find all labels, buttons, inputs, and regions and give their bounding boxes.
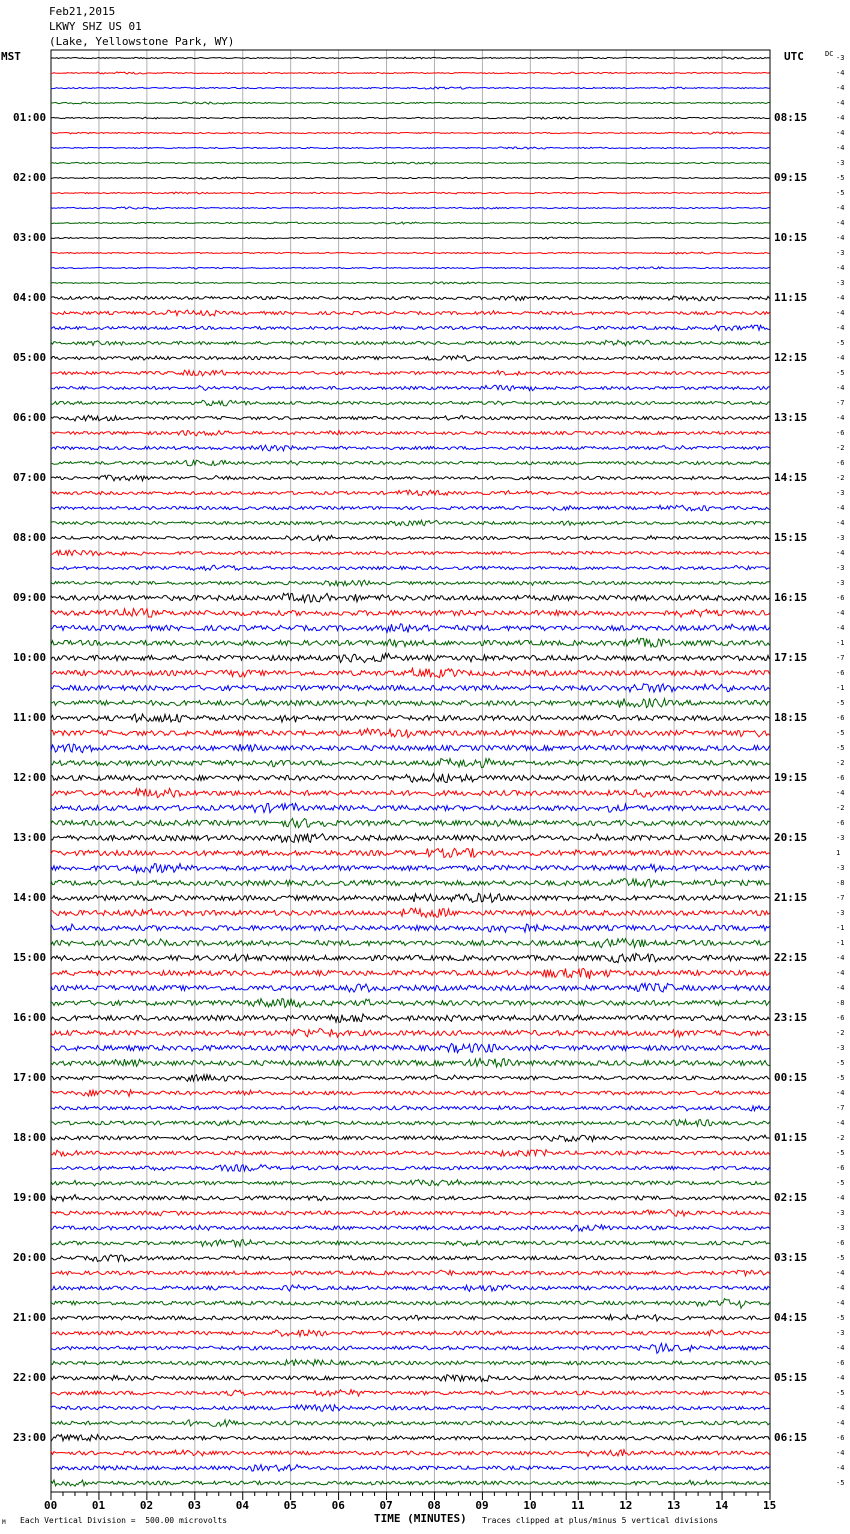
hour-label-left: 06:00 <box>13 411 47 424</box>
seismic-trace <box>51 1270 770 1276</box>
seismic-trace <box>51 207 770 209</box>
trace-offset-label: -6 <box>836 1164 845 1172</box>
trace-offset-label: -4 <box>836 324 845 332</box>
seismic-trace <box>51 370 770 376</box>
trace-offset-label: -6 <box>836 459 845 467</box>
seismic-trace <box>51 1225 770 1232</box>
seismic-trace <box>51 744 770 753</box>
trace-offset-label: -3 <box>836 249 845 257</box>
trace-offset-label: -3 <box>836 834 845 842</box>
trace-offset-label: -4 <box>836 954 845 962</box>
scale-note: Each Vertical Division = 500.00 microvolts <box>20 1516 228 1525</box>
trace-offset-label: -5 <box>836 729 845 737</box>
trace-offset-label: -8 <box>836 999 845 1007</box>
hour-label-left: 05:00 <box>13 351 47 364</box>
trace-offset-label: 1 <box>836 849 841 857</box>
trace-offset-label: -5 <box>836 1149 845 1157</box>
seismic-trace <box>51 1090 770 1096</box>
seismic-trace <box>51 1299 770 1309</box>
hour-label-right: 20:15 <box>774 831 808 844</box>
trace-offset-label: -4 <box>836 294 845 302</box>
trace-offset-label: -4 <box>836 1404 845 1412</box>
seismic-trace <box>51 1195 770 1202</box>
hour-label-right: 01:15 <box>774 1131 808 1144</box>
x-tick-label: 14 <box>715 1499 729 1512</box>
hour-label-right: 06:15 <box>774 1431 808 1444</box>
seismic-trace <box>51 983 770 992</box>
trace-offset-label: -4 <box>836 549 845 557</box>
trace-offset-label: -3 <box>836 1224 845 1232</box>
hour-label-right: 08:15 <box>774 111 808 124</box>
seismic-trace <box>51 953 770 962</box>
trace-offset-label: -4 <box>836 609 845 617</box>
trace-offset-label: -6 <box>836 1434 845 1442</box>
hour-label-right: 09:15 <box>774 171 808 184</box>
trace-offset-label: -4 <box>836 354 845 362</box>
hour-label-right: 11:15 <box>774 291 808 304</box>
trace-offset-label: -4 <box>836 1119 845 1127</box>
trace-offset-label: -4 <box>836 1269 845 1277</box>
hour-label-right: 04:15 <box>774 1311 808 1324</box>
x-tick-label: 08 <box>427 1499 441 1512</box>
trace-offset-label: -5 <box>836 1389 845 1397</box>
trace-offset-label: -4 <box>836 384 845 392</box>
trace-offset-label: -8 <box>836 879 845 887</box>
seismic-trace <box>51 1150 770 1157</box>
seismic-trace <box>51 1480 770 1486</box>
x-tick-label: 03 <box>187 1499 202 1512</box>
trace-offset-label: -3 <box>836 534 845 542</box>
station-name: LKWY SHZ US 01 <box>49 20 142 33</box>
x-axis-title: TIME (MINUTES) <box>374 1512 467 1525</box>
left-timezone: MST <box>1 50 21 63</box>
hour-label-left: 10:00 <box>13 651 47 664</box>
seismic-trace <box>51 87 770 89</box>
trace-offset-label: -1 <box>836 924 845 932</box>
trace-offset-label: -5 <box>836 1059 845 1067</box>
seismic-trace <box>51 355 770 361</box>
hour-label-left: 23:00 <box>13 1431 47 1444</box>
hour-label-right: 14:15 <box>774 471 808 484</box>
x-tick-label: 05 <box>283 1499 297 1512</box>
hour-label-left: 12:00 <box>13 771 47 784</box>
hour-label-right: 15:15 <box>774 531 808 544</box>
trace-offset-label: -1 <box>836 939 845 947</box>
seismic-trace <box>51 1044 770 1053</box>
trace-offset-label: -7 <box>836 654 845 662</box>
hour-label-right: 13:15 <box>774 411 808 424</box>
trace-offset-label: -2 <box>836 804 845 812</box>
trace-offset-label: -6 <box>836 1239 845 1247</box>
x-tick-label: 07 <box>379 1499 393 1512</box>
seismic-trace <box>51 968 770 979</box>
trace-offset-label: -3 <box>836 159 845 167</box>
trace-offset-label: -3 <box>836 1329 845 1337</box>
trace-offset-label: -6 <box>836 1359 845 1367</box>
seismic-trace <box>51 1285 770 1291</box>
hour-label-left: 11:00 <box>13 711 47 724</box>
trace-offset-label: -1 <box>836 639 845 647</box>
trace-offset-label: -4 <box>836 1344 845 1352</box>
trace-offset-label: -2 <box>836 444 845 452</box>
seismic-trace <box>51 1450 770 1457</box>
trace-offset-label: -4 <box>836 789 845 797</box>
seismic-trace <box>51 759 770 768</box>
corner-mark: M <box>2 1519 6 1526</box>
seismic-trace <box>51 1390 770 1396</box>
hour-label-right: 03:15 <box>774 1251 808 1264</box>
trace-offset-label: -6 <box>836 429 845 437</box>
trace-offset-label: -3 <box>836 564 845 572</box>
seismic-trace <box>51 1343 770 1353</box>
hour-label-left: 21:00 <box>13 1311 47 1324</box>
hour-label-left: 18:00 <box>13 1131 47 1144</box>
trace-offset-label: -4 <box>836 1449 845 1457</box>
hour-label-left: 02:00 <box>13 171 47 184</box>
seismic-trace <box>51 57 770 59</box>
trace-offset-label: -5 <box>836 1074 845 1082</box>
seismic-trace <box>51 550 770 555</box>
hour-label-right: 10:15 <box>774 231 808 244</box>
seismic-trace <box>51 908 770 917</box>
plot-frame <box>51 50 770 1492</box>
trace-offset-label: -7 <box>836 894 845 902</box>
clip-note: Traces clipped at plus/minus 5 vertical divisions <box>482 1516 719 1525</box>
trace-offset-label: -6 <box>836 1014 845 1022</box>
seismic-trace <box>51 1135 770 1141</box>
trace-offset-label: -4 <box>836 519 845 527</box>
trace-offset-label: -4 <box>836 1089 845 1097</box>
hour-label-left: 03:00 <box>13 231 47 244</box>
seismic-trace <box>51 924 770 932</box>
seismic-trace <box>51 565 770 570</box>
trace-offset-label: -7 <box>836 399 845 407</box>
hour-label-right: 16:15 <box>774 591 808 604</box>
seismic-trace <box>51 1029 770 1038</box>
seismic-trace <box>51 162 770 164</box>
seismic-trace <box>51 1106 770 1111</box>
right-timezone: UTC <box>784 50 804 63</box>
trace-offset-label: -6 <box>836 714 845 722</box>
trace-offset-label: -3 <box>836 279 845 287</box>
trace-offset-label: -4 <box>836 99 845 107</box>
hour-label-right: 12:15 <box>774 351 808 364</box>
hour-label-left: 01:00 <box>13 111 47 124</box>
seismic-trace <box>51 1210 770 1217</box>
seismic-trace <box>51 609 770 618</box>
seismic-trace <box>51 848 770 857</box>
trace-offset-label: -3 <box>836 54 845 62</box>
plot-date: Feb21,2015 <box>49 5 116 18</box>
seismic-trace <box>51 400 770 406</box>
seismic-trace <box>51 505 770 511</box>
trace-offset-label: -4 <box>836 309 845 317</box>
seismic-trace <box>51 415 770 421</box>
seismic-trace <box>51 1315 770 1321</box>
trace-offset-label: -4 <box>836 129 845 137</box>
trace-offset-label: -4 <box>836 414 845 422</box>
seismic-trace <box>51 1240 770 1247</box>
trace-offset-label: -4 <box>836 84 845 92</box>
seismic-trace <box>51 1360 770 1366</box>
trace-offset-label: -5 <box>836 369 845 377</box>
trace-offset-label: -5 <box>836 339 845 347</box>
hour-label-right: 17:15 <box>774 651 808 664</box>
seismic-trace <box>51 177 770 179</box>
trace-offset-label: -5 <box>836 1179 845 1187</box>
hour-label-left: 17:00 <box>13 1071 47 1084</box>
trace-offset-label: -2 <box>836 1029 845 1037</box>
seismic-trace <box>51 668 770 677</box>
trace-offset-label: -6 <box>836 669 845 677</box>
seismic-trace <box>51 1058 770 1067</box>
seismic-trace <box>51 788 770 797</box>
trace-offset-label: -6 <box>836 774 845 782</box>
trace-offset-label: -6 <box>836 819 845 827</box>
seismic-trace <box>51 72 770 74</box>
trace-offset-label: -4 <box>836 1419 845 1427</box>
seismic-trace <box>51 803 770 812</box>
seismic-trace <box>51 535 770 540</box>
seismic-trace <box>51 117 770 119</box>
hour-label-right: 21:15 <box>774 891 808 904</box>
seismic-trace <box>51 310 770 316</box>
seismic-trace <box>51 1420 770 1427</box>
seismic-trace <box>51 818 770 827</box>
trace-offset-label: -3 <box>836 579 845 587</box>
hour-label-right: 02:15 <box>774 1191 808 1204</box>
hour-label-left: 15:00 <box>13 951 47 964</box>
x-tick-label: 01 <box>91 1499 106 1512</box>
seismic-trace <box>51 520 770 526</box>
seismic-trace <box>51 1075 770 1082</box>
seismic-trace <box>51 192 770 194</box>
seismic-trace <box>51 684 770 693</box>
x-tick-label: 12 <box>619 1499 633 1512</box>
trace-offset-label: -4 <box>836 1194 845 1202</box>
trace-offset-label: -2 <box>836 759 845 767</box>
seismic-trace <box>51 1465 770 1472</box>
trace-offset-label: -5 <box>836 1314 845 1322</box>
seismic-trace <box>51 1120 770 1126</box>
trace-offset-label: -4 <box>836 969 845 977</box>
hour-label-right: 19:15 <box>774 771 808 784</box>
x-tick-label: 10 <box>523 1499 537 1512</box>
seismic-trace <box>51 1165 770 1172</box>
station-location: (Lake, Yellowstone Park, WY) <box>49 35 235 48</box>
trace-offset-label: -4 <box>836 219 845 227</box>
trace-offset-label: -4 <box>836 234 845 242</box>
trace-offset-label: -4 <box>836 984 845 992</box>
trace-offset-label: -5 <box>836 174 845 182</box>
trace-offset-label: -4 <box>836 1374 845 1382</box>
trace-offset-label: -6 <box>836 594 845 602</box>
hour-label-left: 13:00 <box>13 831 47 844</box>
trace-offset-label: -4 <box>836 114 845 122</box>
seismic-trace <box>51 774 770 783</box>
trace-offset-label: -4 <box>836 264 845 272</box>
hour-label-right: 22:15 <box>774 951 808 964</box>
seismic-trace <box>51 237 770 239</box>
trace-offset-label: -5 <box>836 1479 845 1487</box>
seismic-trace <box>51 624 770 633</box>
trace-offset-label: -4 <box>836 69 845 77</box>
seismic-trace <box>51 1014 770 1022</box>
hour-label-left: 14:00 <box>13 891 47 904</box>
seismic-trace <box>51 282 770 284</box>
trace-offset-label: -4 <box>836 1284 845 1292</box>
trace-offset-label: -4 <box>836 144 845 152</box>
seismic-trace <box>51 147 770 149</box>
trace-offset-label: -3 <box>836 489 845 497</box>
trace-offset-label: -5 <box>836 1254 845 1262</box>
trace-offset-label: -3 <box>836 1044 845 1052</box>
hour-label-left: 19:00 <box>13 1191 47 1204</box>
seismic-trace <box>51 593 770 602</box>
seismic-trace <box>51 222 770 224</box>
seismic-trace <box>51 267 770 269</box>
x-tick-label: 09 <box>475 1499 489 1512</box>
x-tick-label: 04 <box>235 1499 249 1512</box>
trace-offset-label: -4 <box>836 204 845 212</box>
seismic-trace <box>51 999 770 1008</box>
seismic-trace <box>51 638 770 647</box>
trace-offset-label: -3 <box>836 909 845 917</box>
seismic-trace <box>51 893 770 902</box>
trace-offset-label: -5 <box>836 744 845 752</box>
trace-offset-label: -2 <box>836 1134 845 1142</box>
hour-label-right: 18:15 <box>774 711 808 724</box>
seismic-trace <box>51 714 770 722</box>
x-tick-label: 02 <box>139 1499 154 1512</box>
seismic-trace <box>51 252 770 254</box>
seismic-trace <box>51 460 770 466</box>
seismic-trace <box>51 296 770 301</box>
trace-offset-label: -3 <box>836 1209 845 1217</box>
seismic-trace <box>51 729 770 738</box>
dc-label: DC <box>825 50 834 58</box>
seismic-trace <box>51 698 770 707</box>
seismic-trace <box>51 580 770 586</box>
seismic-trace <box>51 1375 770 1382</box>
seismic-trace <box>51 132 770 134</box>
x-tick-label: 11 <box>571 1499 585 1512</box>
seismic-trace <box>51 102 770 104</box>
seismic-trace <box>51 879 770 888</box>
seismic-trace <box>51 431 770 436</box>
seismic-trace <box>51 1255 770 1262</box>
hour-label-right: 00:15 <box>774 1071 808 1084</box>
seismic-trace <box>51 1435 770 1442</box>
x-tick-label: 15 <box>763 1499 777 1512</box>
seismic-trace <box>51 385 770 391</box>
trace-offset-label: -4 <box>836 1464 845 1472</box>
trace-offset-label: -4 <box>836 624 845 632</box>
seismic-trace <box>51 490 770 496</box>
hour-label-left: 09:00 <box>13 591 47 604</box>
x-tick-label: 06 <box>331 1499 345 1512</box>
hour-label-left: 20:00 <box>13 1251 47 1264</box>
trace-offset-label: -7 <box>836 1104 845 1112</box>
seismic-trace <box>51 1330 770 1336</box>
hour-label-left: 16:00 <box>13 1011 47 1024</box>
x-tick-label: 00 <box>44 1499 58 1512</box>
hour-label-left: 04:00 <box>13 291 47 304</box>
hour-label-left: 22:00 <box>13 1371 47 1384</box>
seismic-trace <box>51 325 770 330</box>
seismic-trace <box>51 834 770 843</box>
trace-offset-label: -5 <box>836 699 845 707</box>
trace-offset-label: -5 <box>836 189 845 197</box>
trace-offset-label: -1 <box>836 684 845 692</box>
seismic-trace <box>51 939 770 948</box>
seismic-trace <box>51 475 770 481</box>
trace-offset-label: -4 <box>836 1299 845 1307</box>
trace-offset-label: -2 <box>836 474 845 482</box>
trace-offset-label: -4 <box>836 504 845 512</box>
seismic-trace <box>51 445 770 451</box>
hour-label-left: 08:00 <box>13 531 47 544</box>
hour-label-right: 23:15 <box>774 1011 808 1024</box>
hour-label-right: 05:15 <box>774 1371 808 1384</box>
seismic-trace <box>51 654 770 663</box>
trace-offset-label: -3 <box>836 864 845 872</box>
seismic-trace <box>51 1180 770 1186</box>
seismic-trace <box>51 340 770 346</box>
x-tick-label: 13 <box>667 1499 681 1512</box>
seismic-trace <box>51 1405 770 1412</box>
hour-label-left: 07:00 <box>13 471 47 484</box>
seismic-trace <box>51 864 770 873</box>
